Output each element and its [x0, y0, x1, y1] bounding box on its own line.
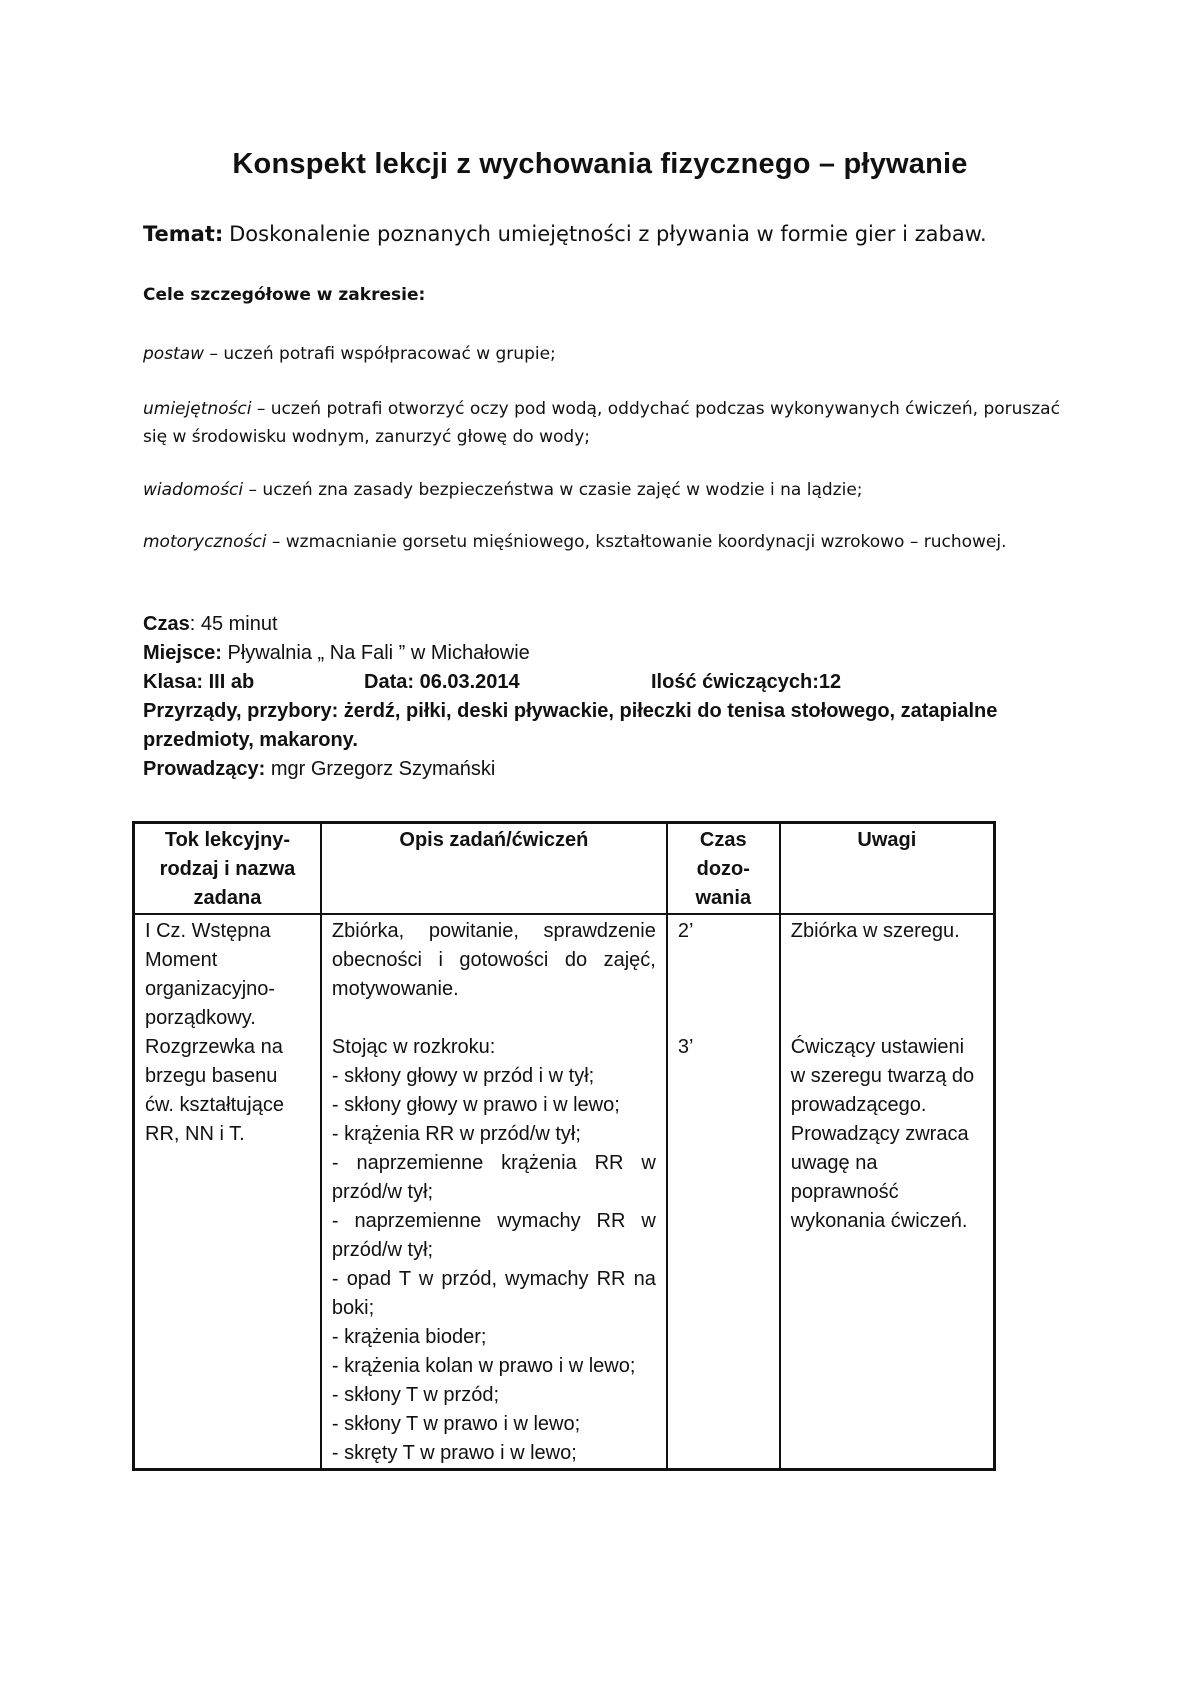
spacer — [791, 1004, 983, 1033]
duration-organization: 2’ — [677, 920, 694, 942]
goal-text: – wzmacnianie gorsetu mięśniowego, kształtowanie koordynacji wzrokowo – ruchowej. — [266, 532, 1007, 552]
teacher-label: Prowadzący: — [143, 758, 266, 780]
exercise-item: - krążenia RR w przód/w tył; — [331, 1123, 581, 1145]
spacer — [678, 975, 769, 1004]
goal-term: wiadomości — [143, 480, 244, 500]
spacer — [791, 975, 983, 1004]
exercise-item: - krążenia kolan w prawo i w lewo; — [331, 1355, 636, 1377]
table-row — [134, 914, 995, 1470]
goal-term: umiejętności — [143, 399, 252, 419]
class-value: III ab — [203, 671, 255, 693]
exercise-item: - naprzemienne wymachy RR w przód/w tył; — [331, 1210, 656, 1261]
exercise-item: - naprzemienne krążenia RR w przód/w tył; — [331, 1152, 656, 1203]
exercise-item: - skłony głowy w przód i w tył; — [331, 1065, 595, 1087]
exercise-item: - opad T w przód, wymachy RR na boki; — [331, 1268, 656, 1319]
time-label: Czas — [143, 613, 190, 635]
info-class-row — [143, 668, 1093, 697]
table-header-row — [134, 823, 995, 915]
goal-motor — [143, 528, 1063, 556]
equipment-value: żerdź, piłki, deski pływackie, piłeczki do tenisa stołowego, zatapialne przedmioty, makarony. — [143, 700, 998, 751]
cell-notes — [780, 914, 995, 1470]
date-label: Data: — [364, 671, 415, 693]
topic-label: Temat: — [143, 222, 224, 246]
goal-term: postaw — [143, 344, 205, 364]
teacher-value: mgr Grzegorz Szymański — [265, 758, 496, 780]
equipment-label: Przyrządy, przybory: — [143, 700, 339, 722]
spacer — [791, 946, 983, 975]
page-title: Konspekt lekcji z wychowania fizycznego – pływanie — [232, 148, 968, 180]
task-warmup-heading: Stojąc w rozkroku: — [331, 1036, 496, 1058]
note-organization: Zbiórka w szeregu. — [790, 920, 960, 942]
goal-text: – uczeń potrafi otworzyć oczy pod wodą, oddychać podczas wykonywanych ćwiczeń, poruszać się w środowisku wodnym, zanurzyć głowę do wody; — [143, 399, 1060, 447]
participant-count: Ilość ćwiczących:12 — [651, 671, 842, 693]
info-equipment — [143, 697, 1093, 755]
date-value: 06.03.2014 — [414, 671, 520, 693]
header-task-description: Opis zadań/ćwiczeń — [321, 823, 667, 915]
goal-term: motoryczności — [143, 532, 267, 552]
stage-intro: I Cz. Wstępna Moment organizacyjno-porządkowy. — [145, 920, 276, 1029]
header-lesson-stage: Tok lekcyjny- rodzaj i nazwa zadana — [134, 823, 321, 915]
info-time — [143, 610, 1093, 639]
exercise-item: - skręty T w prawo i w lewo; — [331, 1442, 577, 1464]
header-duration: Czas dozo- wania — [667, 823, 780, 915]
goal-text: – uczeń potrafi współpracować w grupie; — [204, 344, 556, 364]
lesson-plan-table — [132, 821, 996, 1471]
exercise-item: - krążenia bioder; — [331, 1326, 487, 1348]
exercise-item: - skłony T w przód; — [331, 1384, 500, 1406]
date-field — [364, 668, 520, 697]
spacer — [678, 1004, 769, 1033]
duration-warmup: 3’ — [677, 1036, 694, 1058]
goal-skills — [143, 395, 1063, 451]
class-label: Klasa: — [143, 671, 204, 693]
cell-duration — [667, 914, 780, 1470]
task-organization: Zbiórka, powitanie, sprawdzenie obecności i gotowości do zajęć, motywowanie. — [331, 920, 656, 1000]
time-value: : 45 minut — [189, 613, 278, 635]
cell-lesson-stage — [134, 914, 321, 1470]
header-notes: Uwagi — [780, 823, 995, 915]
info-teacher — [143, 755, 1093, 784]
spacer — [332, 1004, 656, 1033]
info-place — [143, 639, 1093, 668]
goal-attitudes — [143, 340, 1063, 368]
topic-line — [143, 222, 987, 247]
place-label: Miejsce: — [143, 642, 222, 664]
exercise-item: - skłony głowy w prawo i w lewo; — [331, 1094, 620, 1116]
place-value: Pływalnia „ Na Fali ” w Michałowie — [221, 642, 530, 664]
goal-text: – uczeń zna zasady bezpieczeństwa w czasie zajęć w wodzie i na lądzie; — [243, 480, 863, 500]
spacer — [678, 946, 769, 975]
cell-task-description — [321, 914, 667, 1470]
note-warmup: Ćwiczący ustawieni w szeregu twarzą do prowadzącego. Prowadzący zwraca uwagę na poprawność wykonania ćwiczeń. — [790, 1036, 975, 1232]
goals-heading: Cele szczegółowe w zakresie: — [143, 285, 426, 305]
exercise-item: - skłony T w prawo i w lewo; — [331, 1413, 581, 1435]
goal-knowledge — [143, 476, 1063, 504]
topic-text: Doskonalenie poznanych umiejętności z pływania w formie gier i zabaw. — [229, 222, 987, 246]
stage-warmup: Rozgrzewka na brzegu basenu ćw. kształtujące RR, NN i T. — [145, 1036, 284, 1145]
